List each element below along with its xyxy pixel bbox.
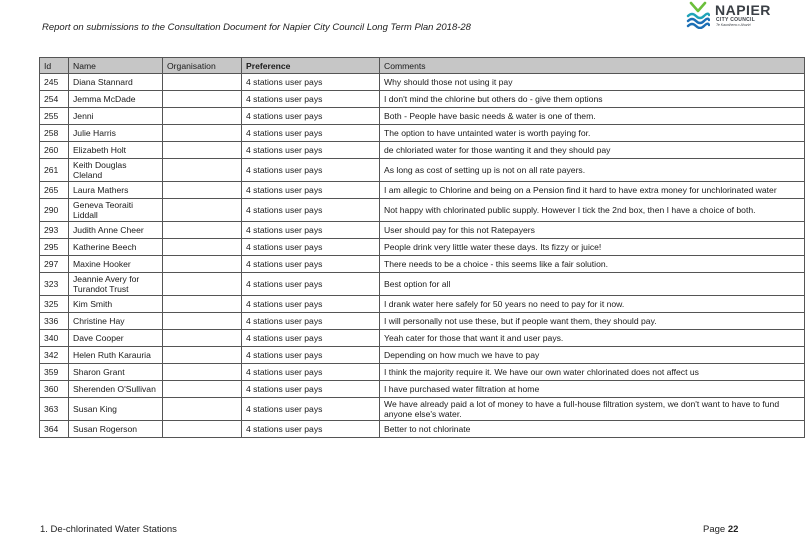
cell-comments: Depending on how much we have to pay	[380, 347, 805, 364]
cell-preference: 4 stations user pays	[242, 421, 380, 438]
cell-preference: 4 stations user pays	[242, 74, 380, 91]
cell-organisation	[163, 347, 242, 364]
cell-organisation	[163, 398, 242, 421]
cell-organisation	[163, 159, 242, 182]
cell-organisation	[163, 91, 242, 108]
table-row	[40, 364, 805, 381]
col-header-id: Id	[40, 58, 69, 74]
logo-name: NAPIER	[715, 2, 771, 18]
cell-name: Dave Cooper	[69, 330, 163, 347]
cell-comments: There needs to be a choice - this seems like a fair solution.	[380, 256, 805, 273]
submissions-table	[39, 57, 805, 438]
table-row	[40, 125, 805, 142]
cell-id: 342	[40, 347, 69, 364]
table-row	[40, 296, 805, 313]
table-row	[40, 108, 805, 125]
cell-id: 260	[40, 142, 69, 159]
cell-preference: 4 stations user pays	[242, 125, 380, 142]
cell-name: Sherenden O'Sullivan	[69, 381, 163, 398]
cell-preference: 4 stations user pays	[242, 330, 380, 347]
cell-comments: de chloriated water for those wanting it and they should pay	[380, 142, 805, 159]
cell-id: 297	[40, 256, 69, 273]
table-row	[40, 398, 805, 421]
cell-name: Judith Anne Cheer	[69, 222, 163, 239]
cell-id: 295	[40, 239, 69, 256]
cell-id: 265	[40, 182, 69, 199]
page-label: Page	[703, 524, 726, 535]
cell-organisation	[163, 256, 242, 273]
cell-preference: 4 stations user pays	[242, 381, 380, 398]
cell-organisation	[163, 330, 242, 347]
cell-organisation	[163, 313, 242, 330]
cell-id: 290	[40, 199, 69, 222]
cell-name: Laura Mathers	[69, 182, 163, 199]
table-row	[40, 222, 805, 239]
cell-preference: 4 stations user pays	[242, 347, 380, 364]
cell-comments: Not happy with chlorinated public supply. However I tick the 2nd box, then I have a choice of both.	[380, 199, 805, 222]
table-header-row	[40, 58, 805, 74]
cell-id: 340	[40, 330, 69, 347]
cell-comments: I think the majority require it. We have our own water chlorinated does not affect us	[380, 364, 805, 381]
cell-organisation	[163, 421, 242, 438]
cell-id: 325	[40, 296, 69, 313]
cell-organisation	[163, 273, 242, 296]
logo-subtitle: CITY COUNCIL	[716, 17, 756, 23]
table-row	[40, 182, 805, 199]
col-header-preference: Preference	[242, 58, 380, 74]
cell-organisation	[163, 182, 242, 199]
col-header-organisation: Organisation	[163, 58, 242, 74]
table-row	[40, 273, 805, 296]
cell-organisation	[163, 199, 242, 222]
cell-organisation	[163, 381, 242, 398]
table-row	[40, 313, 805, 330]
footer-page	[703, 524, 738, 535]
cell-name: Helen Ruth Karauria	[69, 347, 163, 364]
cell-organisation	[163, 364, 242, 381]
cell-name: Sharon Grant	[69, 364, 163, 381]
cell-id: 336	[40, 313, 69, 330]
page-number: 22	[727, 524, 739, 535]
cell-name: Susan Rogerson	[69, 421, 163, 438]
cell-id: 255	[40, 108, 69, 125]
cell-id: 359	[40, 364, 69, 381]
cell-preference: 4 stations user pays	[242, 142, 380, 159]
col-header-comments: Comments	[380, 58, 805, 74]
cell-id: 363	[40, 398, 69, 421]
cell-id: 364	[40, 421, 69, 438]
cell-name: Keith Douglas Cleland	[69, 159, 163, 182]
cell-comments: Best option for all	[380, 273, 805, 296]
cell-organisation	[163, 108, 242, 125]
cell-comments: As long as cost of setting up is not on all rate payers.	[380, 159, 805, 182]
cell-preference: 4 stations user pays	[242, 91, 380, 108]
cell-id: 360	[40, 381, 69, 398]
cell-organisation	[163, 239, 242, 256]
cell-name: Diana Stannard	[69, 74, 163, 91]
table-row	[40, 330, 805, 347]
cell-preference: 4 stations user pays	[242, 239, 380, 256]
cell-preference: 4 stations user pays	[242, 182, 380, 199]
cell-comments: I don't mind the chlorine but others do - give them options	[380, 91, 805, 108]
table-row	[40, 199, 805, 222]
cell-preference: 4 stations user pays	[242, 364, 380, 381]
cell-name: Katherine Beech	[69, 239, 163, 256]
logo-tagline: Te Kaunihera o Ahuriri	[716, 23, 751, 27]
cell-preference: 4 stations user pays	[242, 159, 380, 182]
cell-preference: 4 stations user pays	[242, 296, 380, 313]
table-row	[40, 239, 805, 256]
waves-icon	[686, 1, 710, 29]
cell-id: 258	[40, 125, 69, 142]
col-header-name: Name	[69, 58, 163, 74]
cell-comments: I will personally not use these, but if people want them, they should pay.	[380, 313, 805, 330]
cell-name: Jeannie Avery for Turandot Trust	[69, 273, 163, 296]
cell-organisation	[163, 74, 242, 91]
cell-id: 261	[40, 159, 69, 182]
table-row	[40, 91, 805, 108]
table-row	[40, 159, 805, 182]
cell-preference: 4 stations user pays	[242, 222, 380, 239]
cell-comments: User should pay for this not Ratepayers	[380, 222, 805, 239]
cell-name: Jenni	[69, 108, 163, 125]
cell-comments: Better to not chlorinate	[380, 421, 805, 438]
cell-organisation	[163, 142, 242, 159]
cell-id: 293	[40, 222, 69, 239]
cell-name: Maxine Hooker	[69, 256, 163, 273]
cell-comments: I have purchased water filtration at home	[380, 381, 805, 398]
cell-organisation	[163, 125, 242, 142]
cell-preference: 4 stations user pays	[242, 313, 380, 330]
table-row	[40, 142, 805, 159]
cell-preference: 4 stations user pays	[242, 199, 380, 222]
table-row	[40, 347, 805, 364]
table-row	[40, 421, 805, 438]
cell-comments: People drink very little water these days. Its fizzy or juice!	[380, 239, 805, 256]
cell-name: Susan King	[69, 398, 163, 421]
cell-name: Julie Harris	[69, 125, 163, 142]
cell-comments: I drank water here safely for 50 years no need to pay for it now.	[380, 296, 805, 313]
cell-organisation	[163, 296, 242, 313]
cell-name: Jemma McDade	[69, 91, 163, 108]
table-row	[40, 381, 805, 398]
cell-id: 245	[40, 74, 69, 91]
table-row	[40, 74, 805, 91]
cell-organisation	[163, 222, 242, 239]
cell-comments: We have already paid a lot of money to have a full-house filtration system, we don't want to have to fund anyone else's water.	[380, 398, 805, 421]
cell-preference: 4 stations user pays	[242, 256, 380, 273]
cell-name: Elizabeth Holt	[69, 142, 163, 159]
council-logo	[686, 0, 776, 30]
table-body	[40, 74, 805, 438]
cell-comments: Yeah cater for those that want it and user pays.	[380, 330, 805, 347]
cell-preference: 4 stations user pays	[242, 108, 380, 125]
cell-comments: I am allegic to Chlorine and being on a Pension find it hard to have extra money for unchlorinated water	[380, 182, 805, 199]
table-row	[40, 256, 805, 273]
report-title: Report on submissions to the Consultation Document for Napier City Council Long Term Plan 2018-28	[42, 22, 471, 33]
footer-section: 1. De-chlorinated Water Stations	[40, 524, 177, 535]
cell-name: Kim Smith	[69, 296, 163, 313]
cell-preference: 4 stations user pays	[242, 273, 380, 296]
cell-comments: Both - People have basic needs & water is one of them.	[380, 108, 805, 125]
cell-comments: The option to have untainted water is worth paying for.	[380, 125, 805, 142]
cell-id: 323	[40, 273, 69, 296]
cell-name: Geneva Teoraiti Liddall	[69, 199, 163, 222]
cell-comments: Why should those not using it pay	[380, 74, 805, 91]
cell-id: 254	[40, 91, 69, 108]
cell-preference: 4 stations user pays	[242, 398, 380, 421]
cell-name: Christine Hay	[69, 313, 163, 330]
